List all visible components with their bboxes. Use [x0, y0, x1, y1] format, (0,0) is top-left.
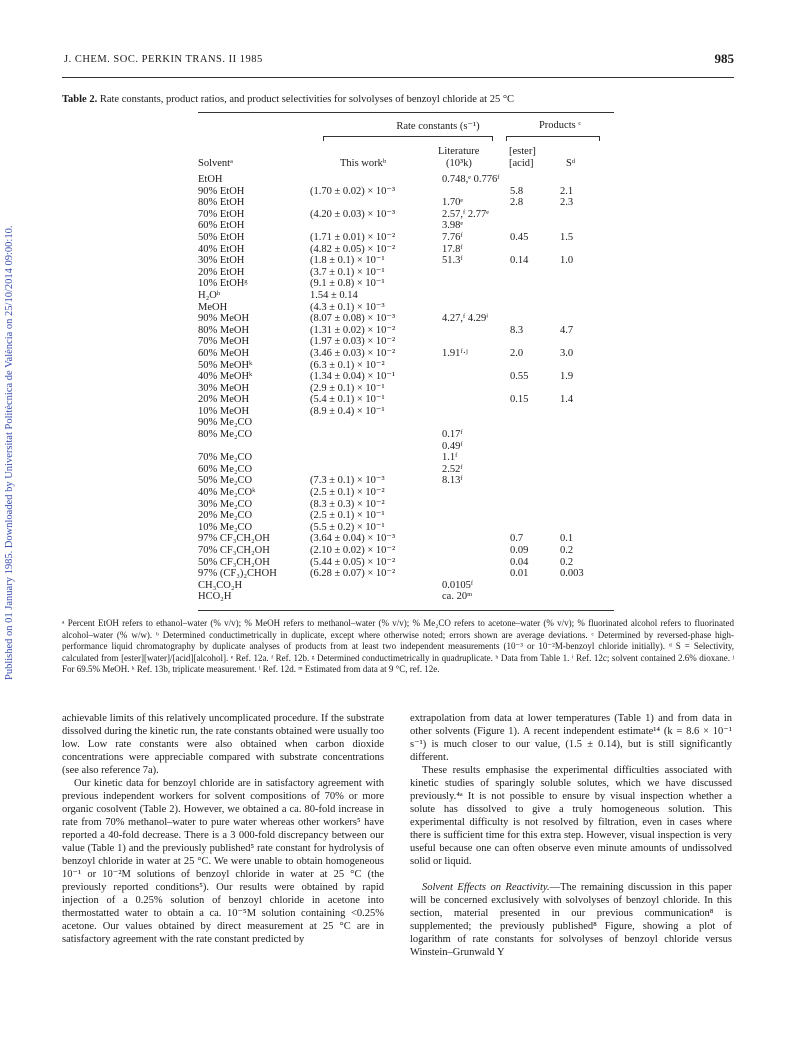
- table-row: [198, 325, 614, 337]
- table-row: [198, 452, 614, 464]
- this-work-cell: (5.44 ± 0.05) × 10⁻²: [310, 556, 396, 568]
- selectivity-cell: 1.4: [560, 394, 574, 406]
- ratio-cell: 0.15: [510, 394, 529, 406]
- solvent-cell: 70% EtOH: [198, 208, 245, 220]
- literature-cell: 0.17ᶠ: [442, 429, 463, 441]
- solvent-cell: 70% Me₂CO: [198, 452, 253, 464]
- table-row: [198, 278, 614, 290]
- running-head: J. CHEM. SOC. PERKIN TRANS. II 1985: [64, 54, 263, 65]
- table-row: [198, 313, 614, 325]
- table-row: [198, 336, 614, 348]
- this-work-cell: (8.9 ± 0.4) × 10⁻¹: [310, 405, 385, 417]
- this-work-cell: (1.31 ± 0.02) × 10⁻²: [310, 324, 396, 336]
- selectivity-cell: 1.9: [560, 371, 574, 383]
- table-row: [198, 371, 614, 383]
- ratio-cell: 0.04: [510, 556, 529, 568]
- col-selectivity: Sᵈ: [566, 158, 576, 169]
- this-work-cell: (1.97 ± 0.03) × 10⁻²: [310, 336, 396, 348]
- literature-cell: 51.3ᶠ: [442, 255, 463, 267]
- this-work-cell: (1.70 ± 0.02) × 10⁻³: [310, 185, 396, 197]
- literature-cell: 1.91ᶠ·ʲ: [442, 347, 468, 359]
- left-column: [62, 712, 384, 946]
- literature-cell: 7.76ᶠ: [442, 231, 463, 243]
- solvent-cell: 70% CF₃CH₂OH: [198, 545, 270, 556]
- ratio-cell: 0.14: [510, 255, 529, 267]
- literature-cell: 3.98ᵉ: [442, 220, 464, 232]
- selectivity-cell: 1.0: [560, 255, 574, 267]
- solvent-cell: EtOH: [198, 174, 223, 185]
- literature-cell: 2.57,ᶠ 2.77ᵉ: [442, 208, 489, 220]
- left-paragraph-1: achievable limits of this relatively uncomplicated procedure. If the substrate dissolved during the kinetic run, the rate constants obtained were usually too low. Low rate constants were also obtained when carbon dioxide concentrations were appreciable compared with substrate concentrations (see also reference 7a).: [62, 713, 384, 776]
- table-row: [198, 186, 614, 198]
- ratio-cell: 0.45: [510, 231, 529, 243]
- solvent-cell: 60% MeOH: [198, 347, 250, 359]
- section-heading: Solvent Effects on Reactivity.: [422, 882, 550, 893]
- solvent-cell: 50% Me₂CO: [198, 475, 253, 487]
- ratio-cell: 2.8: [510, 197, 524, 209]
- table-body: [198, 174, 614, 603]
- col-acid: [acid]: [509, 158, 534, 169]
- solvent-cell: HCO₂H: [198, 591, 232, 603]
- ratio-cell: 8.3: [510, 324, 524, 336]
- solvent-cell: 10% EtOHᵍ: [198, 278, 248, 290]
- literature-cell: 1.1ᶠ: [442, 452, 458, 464]
- rate-brace: [323, 136, 493, 141]
- this-work-cell: (2.5 ± 0.1) × 10⁻¹: [310, 510, 385, 522]
- table-row: [198, 429, 614, 441]
- this-work-cell: (3.7 ± 0.1) × 10⁻¹: [310, 266, 385, 278]
- table-row: [198, 394, 614, 406]
- ratio-cell: 0.55: [510, 371, 529, 383]
- section-text: —The remaining discussion in this paper will be concerned exclusively with solvolyses of benzoyl chloride. In this section, material presented in our previous communication⁸ is supplemented; the previously published⁸ Figure, showing a plot of logarithm of rate constants for solvolyses of benzoyl chloride versus Winstein–Grunwald Y: [410, 882, 732, 958]
- solvent-cell: 50% CF₃CH₂OH: [198, 556, 270, 568]
- solvent-cell: 20% MeOH: [198, 394, 250, 406]
- table-row: [198, 533, 614, 545]
- ratio-cell: 5.8: [510, 185, 524, 197]
- download-notice-text: Published on 01 January 1985. Downloaded by Universitat Politècnica de València on 25/10/2014 09:00:10.: [4, 225, 15, 680]
- solvent-cell: 10% MeOH: [198, 405, 250, 417]
- solvent-cell: 97% (CF₃)₂CHOH: [198, 568, 277, 580]
- solvent-cell: 60% Me₂CO: [198, 463, 253, 475]
- right-paragraph-3: [410, 881, 732, 959]
- solvent-cell: 30% Me₂CO: [198, 498, 253, 510]
- table-row: [198, 406, 614, 418]
- solvent-cell: 30% EtOH: [198, 255, 245, 267]
- col-literature-units: (10³k): [446, 158, 472, 169]
- this-work-cell: (6.3 ± 0.1) × 10⁻²: [310, 359, 385, 371]
- table-row: [198, 348, 614, 360]
- table-row: [198, 290, 614, 302]
- solvent-cell: 50% EtOH: [198, 231, 245, 243]
- this-work-cell: (8.07 ± 0.08) × 10⁻³: [310, 313, 396, 325]
- this-work-cell: (1.34 ± 0.04) × 10⁻¹: [310, 371, 396, 383]
- solvent-cell: CH₃CO₂H: [198, 579, 243, 591]
- table-row: [198, 383, 614, 395]
- ratio-cell: 0.09: [510, 545, 529, 556]
- this-work-cell: (4.20 ± 0.03) × 10⁻³: [310, 208, 396, 220]
- table-row: [198, 464, 614, 476]
- col-solvent: Solventᵃ: [198, 158, 233, 169]
- selectivity-cell: 2.1: [560, 185, 574, 197]
- literature-cell: 4.27,ᶠ 4.29ⁱ: [442, 313, 489, 325]
- solvent-cell: 70% MeOH: [198, 336, 250, 348]
- this-work-cell: (2.5 ± 0.1) × 10⁻²: [310, 487, 385, 499]
- solvent-cell: MeOH: [198, 301, 228, 313]
- this-work-cell: (3.46 ± 0.03) × 10⁻²: [310, 347, 396, 359]
- products-brace: [506, 136, 600, 141]
- table-row: [198, 255, 614, 267]
- solvent-cell: 80% Me₂CO: [198, 429, 253, 441]
- solvent-cell: 80% MeOH: [198, 324, 250, 336]
- selectivity-cell: 4.7: [560, 324, 574, 336]
- selectivity-cell: 2.3: [560, 197, 574, 209]
- table-row: [198, 244, 614, 256]
- table-top-rule: [198, 112, 614, 113]
- literature-cell: 2.52ᶠ: [442, 463, 463, 475]
- this-work-cell: (2.9 ± 0.1) × 10⁻¹: [310, 382, 385, 394]
- table-row: [198, 267, 614, 279]
- this-work-cell: (7.3 ± 0.1) × 10⁻³: [310, 475, 385, 487]
- literature-cell: 0.0105ᶠ: [442, 579, 474, 591]
- solvent-cell: 50% MeOHᵏ: [198, 359, 253, 371]
- ratio-cell: 2.0: [510, 347, 524, 359]
- table-row: [198, 441, 614, 453]
- table-row: [198, 232, 614, 244]
- products-group: Products ᶜ: [538, 120, 582, 131]
- table-bottom-rule: [198, 610, 614, 611]
- selectivity-cell: 0.003: [560, 568, 584, 580]
- download-notice: [4, 120, 18, 680]
- col-this-work: This workᵇ: [340, 158, 387, 169]
- ratio-cell: 0.7: [510, 533, 524, 545]
- table-row: [198, 209, 614, 221]
- solvent-cell: 40% EtOH: [198, 243, 245, 255]
- literature-cell: 0.49ᶠ: [442, 440, 463, 452]
- solvent-cell: H₂Oʰ: [198, 289, 221, 301]
- this-work-cell: (8.3 ± 0.3) × 10⁻²: [310, 498, 385, 510]
- solvent-cell: 80% EtOH: [198, 197, 245, 209]
- solvent-cell: 90% EtOH: [198, 185, 245, 197]
- solvent-cell: 40% Me₂COᵏ: [198, 487, 256, 499]
- solvent-cell: 60% EtOH: [198, 220, 245, 232]
- ratio-cell: 0.01: [510, 568, 529, 580]
- table-row: [198, 174, 614, 186]
- this-work-cell: (5.4 ± 0.1) × 10⁻¹: [310, 394, 385, 406]
- selectivity-cell: 1.5: [560, 231, 574, 243]
- table-row: [198, 557, 614, 569]
- literature-cell: 8.13ᶠ: [442, 475, 463, 487]
- solvent-cell: 20% Me₂CO: [198, 510, 253, 522]
- table-row: [198, 522, 614, 534]
- this-work-cell: (5.5 ± 0.2) × 10⁻¹: [310, 521, 385, 533]
- rate-constants-group: Rate constants (s⁻¹): [396, 121, 480, 132]
- table-row: [198, 580, 614, 592]
- this-work-cell: (4.3 ± 0.1) × 10⁻³: [310, 301, 385, 313]
- table-row: [198, 197, 614, 209]
- table-row: [198, 417, 614, 429]
- table-footnotes: ᵃ Percent EtOH refers to ethanol–water (% v/v); % MeOH refers to methanol–water (% v/v); % Me₂CO refers to acetone–water (% v/v); % fluorinated alcohol refers to fluorinated alcohol–water (% w/w). ᵇ Determined conductimetrically in duplicate, except where otherwise noted; errors shown are average deviations. ᶜ Determined by reversed-phase high-performance liquid chromatography by duplicate analyses of products from at least two independent measurements (10⁻³ or 10⁻²M-benzoyl chloride initially). ᵈ S = Selectivity, calculated from [ester][water]/[acid][alcohol]. ᵉ Ref. 12a. ᶠ Ref. 12b. ᵍ Determined conductimetrically in quadruplicate. ʰ Data from Table 1. ⁱ Ref. 12c; solvent contained 2.6% dioxane. ʲ For 69.5% MeOH. ᵏ Ref. 13b, triplicate measurement. ˡ Ref. 12d. ᵐ Estimated from data at 9 °C, ref. 12e.: [62, 618, 734, 674]
- selectivity-cell: 0.1: [560, 533, 574, 545]
- table-row: [198, 302, 614, 314]
- table-row: [198, 487, 614, 499]
- literature-cell: 1.70ᵉ: [442, 197, 464, 209]
- table-caption-text: Rate constants, product ratios, and product selectivities for solvolyses of benzoyl chloride at 25 °C: [99, 94, 515, 105]
- solvent-cell: 90% Me₂CO: [198, 417, 253, 429]
- table-caption: [62, 94, 514, 105]
- table-row: [198, 475, 614, 487]
- left-paragraph-2: Our kinetic data for benzoyl chloride are in satisfactory agreement with previous independent workers for solvent compositions of 70% or more organic cosolvent (Table 2). However, we obtained a ca. 80-fold increase in rate from 70% methanol–water to pure water whereas other workers⁵ have reported a 40-fold decrease. There is a 3 000-fold discrepancy between our value (Table 1) and the previously published⁵ rate constant for hydrolysis of benzoyl chloride in water at 25 °C. We were unable to obtain homogeneous 10⁻¹ or 10⁻²M solutions of benzoyl chloride in water at 25 °C (the previously reported conditions⁵). Our results were obtained by rapid injection of a 0.25% solution of benzoyl chloride in acetone into thermostatted water to obtain a ca. 10⁻⁵M solution containing <0.25% acetone. Our values obtained by direct measurement at 25 °C are in satisfactory agreement with the rate constant predicted by: [62, 778, 384, 945]
- solvent-cell: 97% CF₃CH₂OH: [198, 533, 270, 545]
- table-label: Table 2.: [62, 94, 98, 105]
- this-work-cell: (1.71 ± 0.01) × 10⁻²: [310, 231, 396, 243]
- col-literature: Literature: [438, 146, 480, 157]
- table-row: [198, 591, 614, 603]
- literature-cell: 0.748,ᵉ 0.776ᶠ: [442, 174, 500, 185]
- solvent-cell: 10% Me₂CO: [198, 521, 253, 533]
- page-number: 985: [714, 51, 734, 66]
- table-row: [198, 220, 614, 232]
- solvent-cell: 20% EtOH: [198, 266, 245, 278]
- literature-cell: ca. 20ᵐ: [442, 591, 473, 603]
- right-column: [410, 712, 732, 959]
- this-work-cell: (3.64 ± 0.04) × 10⁻³: [310, 533, 396, 545]
- table-row: [198, 360, 614, 372]
- solvent-cell: 30% MeOH: [198, 382, 250, 394]
- solvent-cell: 40% MeOHᵏ: [198, 371, 253, 383]
- this-work-cell: (2.10 ± 0.02) × 10⁻²: [310, 545, 396, 556]
- selectivity-cell: 3.0: [560, 347, 574, 359]
- table-row: [198, 568, 614, 580]
- this-work-cell: (1.8 ± 0.1) × 10⁻¹: [310, 255, 385, 267]
- table-row: [198, 510, 614, 522]
- solvent-cell: 90% MeOH: [198, 313, 250, 325]
- this-work-cell: 1.54 ± 0.14: [310, 289, 358, 301]
- selectivity-cell: 0.2: [560, 545, 574, 556]
- this-work-cell: (6.28 ± 0.07) × 10⁻²: [310, 568, 396, 580]
- header-rule: [62, 77, 734, 78]
- table-row: [198, 545, 614, 557]
- right-paragraph-1: extrapolation from data at lower temperatures (Table 1) and from data in other solvents (Figure 1). A recent independent estimate¹⁴ (k = 8.6 × 10⁻¹ s⁻¹) is much closer to our value, (1.5 ± 0.14), but is still significantly different.: [410, 713, 732, 763]
- this-work-cell: (4.82 ± 0.05) × 10⁻²: [310, 243, 396, 255]
- table-row: [198, 499, 614, 511]
- this-work-cell: (9.1 ± 0.8) × 10⁻¹: [310, 278, 385, 290]
- col-ester: [ester]: [509, 146, 536, 157]
- literature-cell: 17.8ᶠ: [442, 243, 463, 255]
- right-paragraph-2: These results emphasise the experimental difficulties associated with kinetic studies of sparingly soluble solutes, which we have discussed previously.⁴ᵃ It is not possible to ensure by visual inspection whether a solute has dissolved to give a truly homogeneous solution. This experimental difficulty is not resolved by filtration, even in cases where there is sufficient time for this extra step. However, visual inspection is very useful because one can often observe even minute amounts of undissolved solid or liquid.: [410, 765, 732, 867]
- selectivity-cell: 0.2: [560, 556, 574, 568]
